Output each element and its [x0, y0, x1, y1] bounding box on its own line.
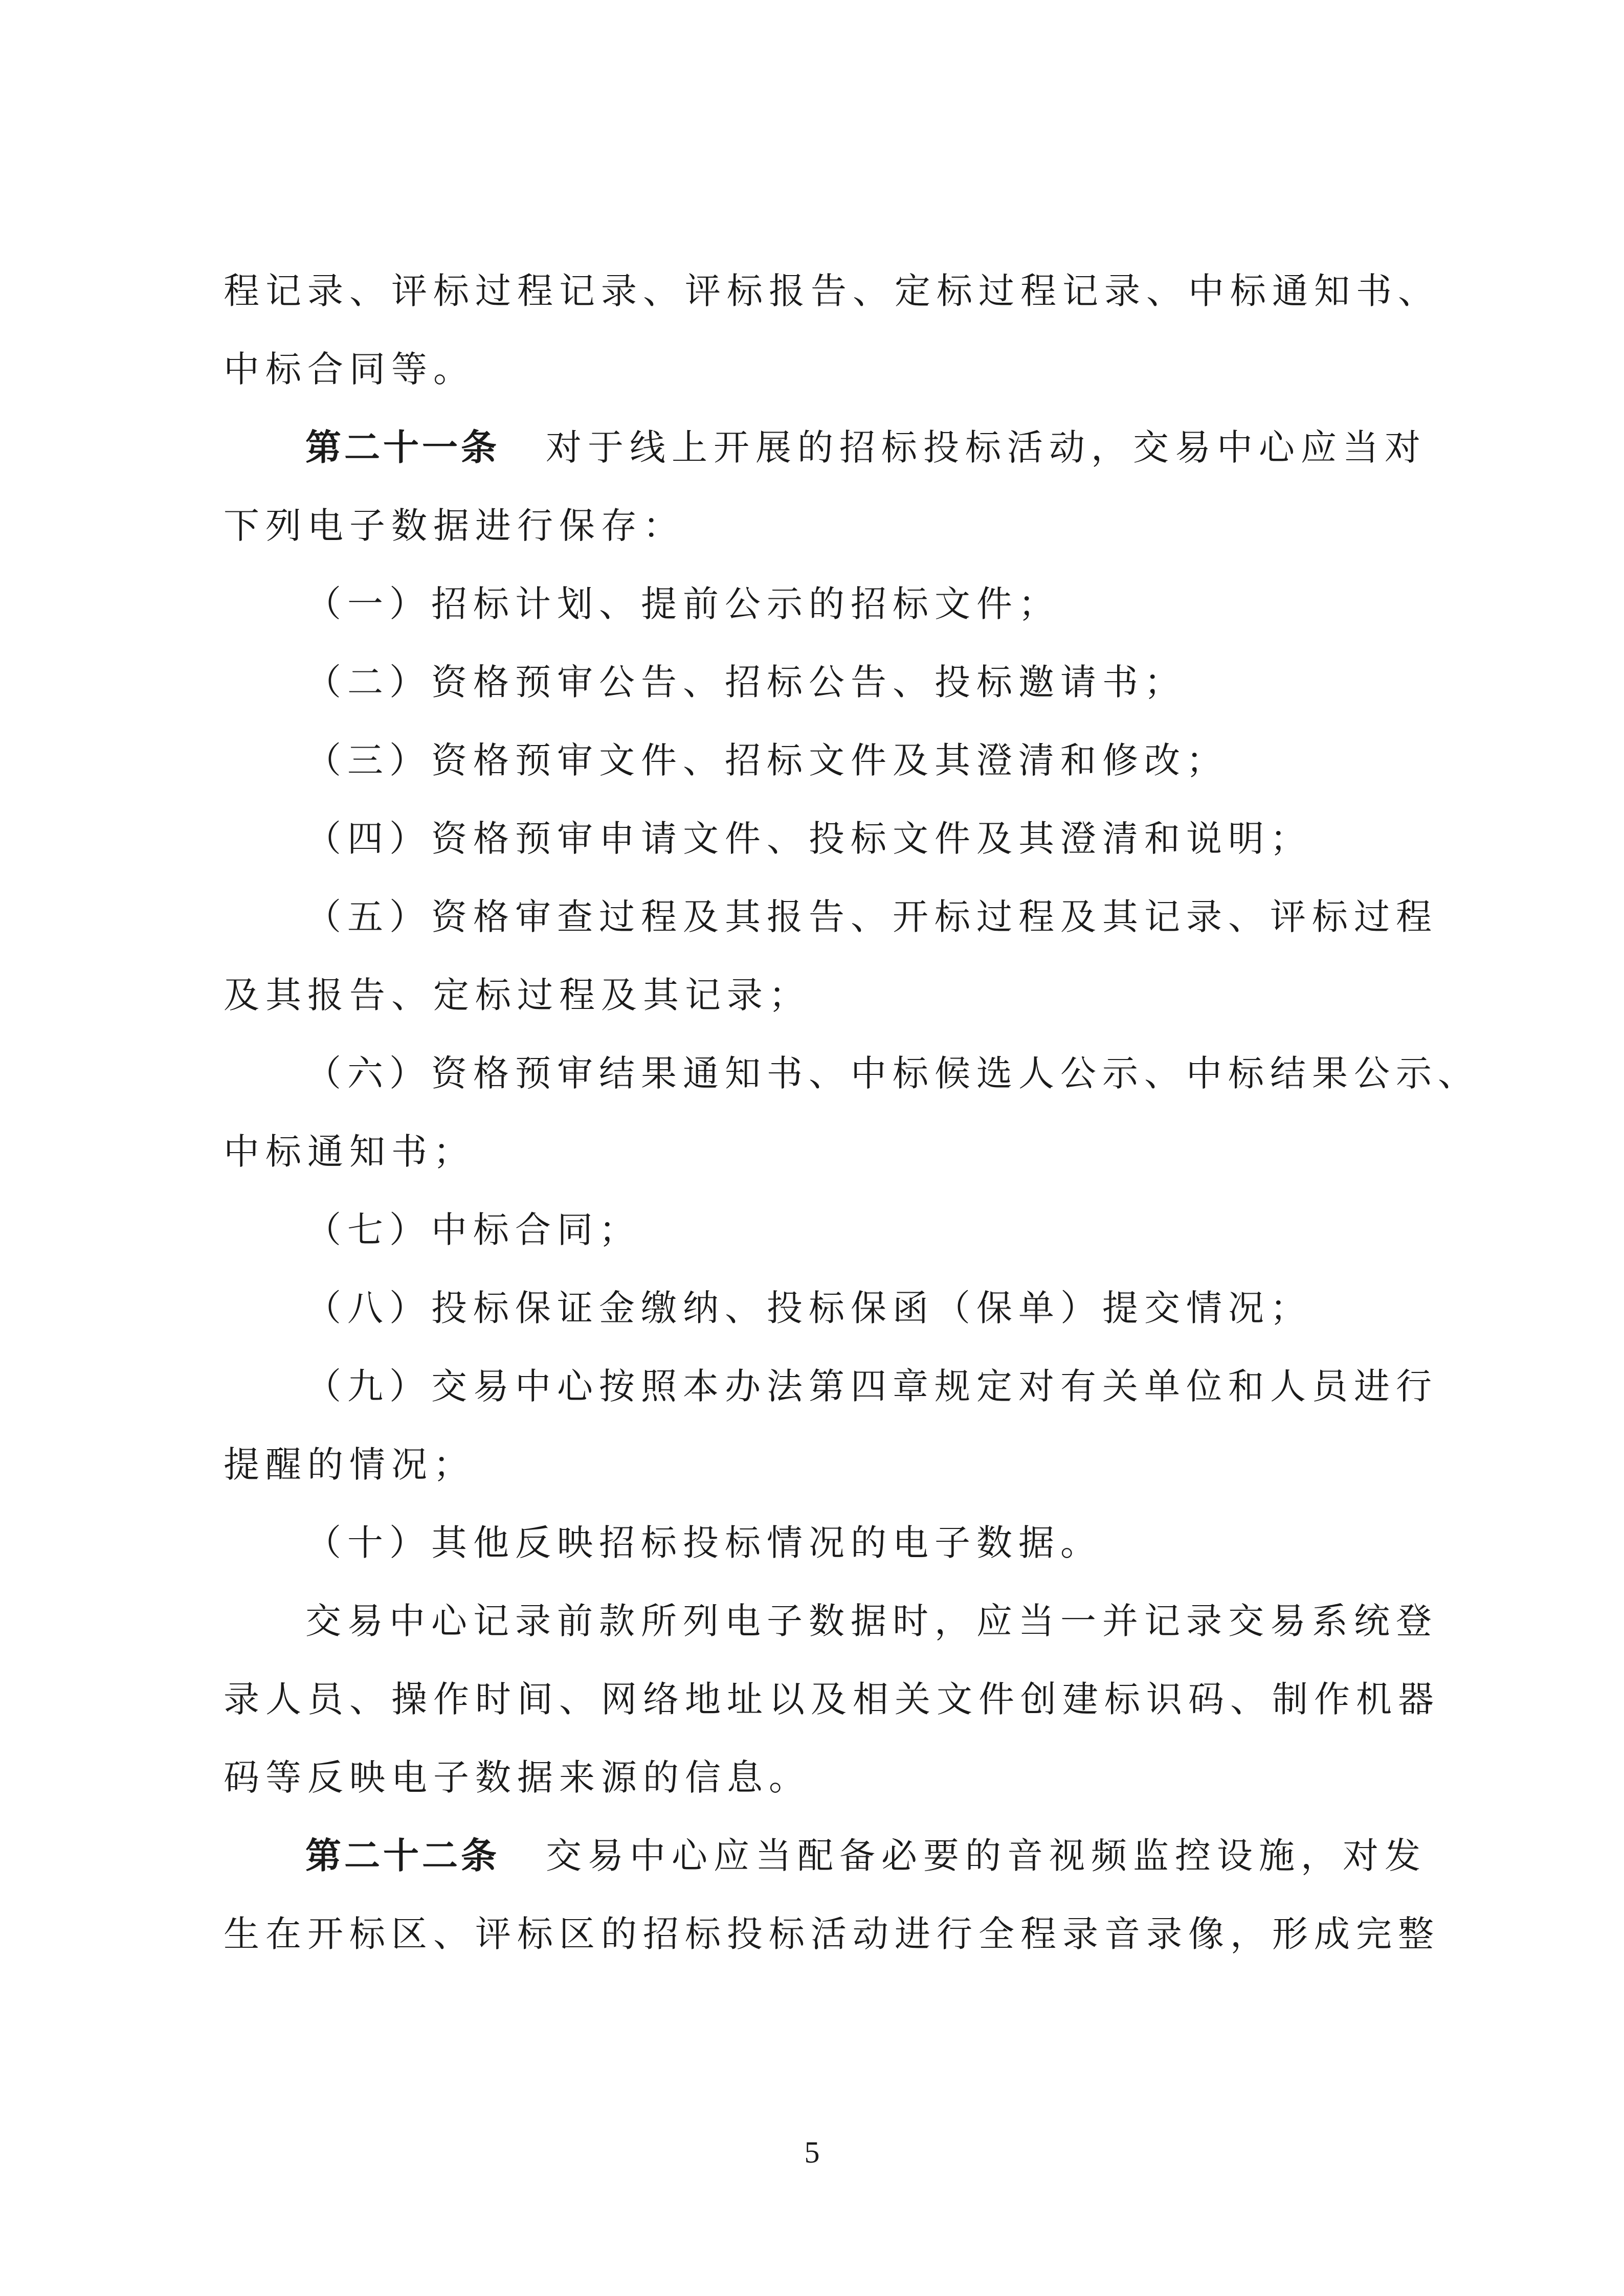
list-item: （七）中标合同；: [305, 1209, 641, 1251]
article-22-number: 第二十二条: [305, 1835, 500, 1877]
list-item-continuation: 中标通知书；: [224, 1131, 475, 1173]
list-item: （一）招标计划、提前公示的招标文件；: [305, 583, 1060, 625]
list-item-continuation: 提醒的情况；: [224, 1444, 475, 1485]
paragraph-line: 中标合同等。: [224, 348, 475, 390]
list-item: （二）资格预审公告、招标公告、投标邀请书；: [305, 661, 1186, 703]
list-item: （六）资格预审结果通知书、中标候选人公示、中标结果公示、: [305, 1052, 1480, 1094]
paragraph-line: 程记录、评标过程记录、评标报告、定标过程记录、中标通知书、: [224, 270, 1440, 312]
list-item: （八）投标保证金缴纳、投标保函（保单）提交情况；: [305, 1287, 1312, 1329]
page-number: 5: [804, 2135, 820, 2169]
paragraph-line: 码等反映电子数据来源的信息。: [224, 1757, 811, 1798]
list-item: （十）其他反映招标投标情况的电子数据。: [305, 1522, 1102, 1564]
list-item: （五）资格审查过程及其报告、开标过程及其记录、评标过程: [305, 896, 1438, 938]
list-item: （四）资格预审申请文件、投标文件及其澄清和说明；: [305, 818, 1312, 860]
paragraph-line: 录人员、操作时间、网络地址以及相关文件创建标识码、制作机器: [224, 1678, 1440, 1720]
list-item: （九）交易中心按照本办法第四章规定对有关单位和人员进行: [305, 1365, 1438, 1407]
paragraph-line: 下列电子数据进行保存：: [224, 505, 685, 547]
article-21-text: 对于线上开展的招标投标活动，交易中心应当对: [546, 426, 1427, 468]
paragraph-line: 生在开标区、评标区的招标投标活动进行全程录音录像，形成完整: [224, 1913, 1440, 1955]
paragraph-line: 交易中心记录前款所列电子数据时，应当一并记录交易系统登: [305, 1600, 1438, 1642]
list-item: （三）资格预审文件、招标文件及其澄清和修改；: [305, 739, 1228, 781]
article-21-number: 第二十一条: [305, 426, 500, 468]
list-item-continuation: 及其报告、定标过程及其记录；: [224, 974, 811, 1016]
article-21-heading-line: [224, 409, 1427, 487]
body-text: [224, 252, 1480, 1973]
article-22-heading-line: [224, 1817, 1427, 1895]
article-22-text: 交易中心应当配备必要的音视频监控设施，对发: [546, 1835, 1427, 1877]
